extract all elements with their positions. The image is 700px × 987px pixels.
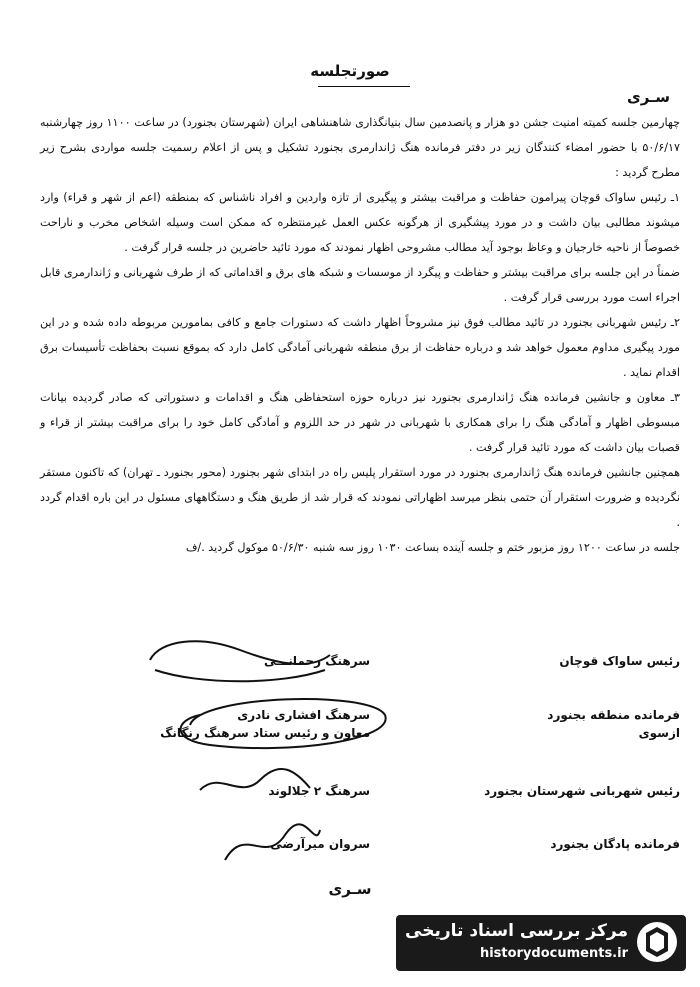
paragraph-item-3: ۳ـ معاون و جانشین فرمانده هنگ ژاندارمری بجنورد نیز درباره حوزه استحفاظی هنگ و اقدامات و دستوراتی که صادر گردیده بیانات مبسوطی اظهار و آمادگی هنگ را برای همکاری با شهربانی در شهر در حد اللزوم و آمادگی کامل خود را برای مراقبت بیشتر از قراء و قصبات بیان داشت که مورد تائید قرار گرفت .: [40, 391, 680, 454]
archive-logo-icon: [634, 919, 680, 965]
signature-row-region-command: [40, 706, 680, 746]
title-underline: [318, 86, 410, 87]
watermark-title: مرکز بررسی اسناد تاریخی: [405, 921, 628, 941]
paragraph-item-1: ۱ـ رئیس ساواک قوچان پیرامون حفاظت و مراقبت بیشتر و پیگیری از تازه واردین و افراد ناشناس که بمنطقه (اعم از شهر و قراء) وارد میشوند مطالبی بیان داشت و در مورد پیشگیری از هرگونه عکس العمل غیرمنتظره که ممکن است وسیله اشخاص مخرب و ناراحت خصوصاً از ناحیه خارجیان و وعاظ بوجود آید مطالب مشروحی اظهار نمودند که مورد تائید حاضرین در جلسه قرار گرفت .: [40, 191, 680, 254]
document-body: [40, 110, 680, 560]
paragraph-closing: جلسه در ساعت ۱۲۰۰ روز مزبور ختم و جلسه آینده بساعت ۱۰۳۰ روز سه شنبه ۵۰/۶/۳۰ موکول گردید ./ف: [185, 541, 680, 554]
signature-name-line: سرهنگ افشاری نادری: [237, 708, 370, 722]
paragraph-item-2: ۲ـ رئیس شهربانی بجنورد در تائید مطالب فوق نیز مشروحاً اظهار داشت که دستورات جامع و کافی بمامورین مربوطه داده شده و در این مورد پیگیری مداوم معمول خواهد شد و درباره حفاظت از برق منطقه شهربانی آمادگی کامل دارد که بموقع نسبت بحفاظت تأسیسات برق اقدام نماید .: [40, 316, 680, 379]
signature-row-garrison: [40, 835, 680, 875]
signature-role: رئیس ساواک قوچان: [559, 654, 680, 668]
paragraph-intro: چهارمین جلسه کمیته امنیت جشن دو هزار و پانصدمین سال بنیانگذاری شاهنشاهی ایران (شهرستان بجنورد) در ساعت ۱۱۰۰ روز چهارشنبه ۵۰/۶/۱۷ با حضور امضاء کنندگان زیر در دفتر فرمانده هنگ ژاندارمری بجنورد تشکیل و پس از اعلام رسمیت جلسه مواردی بشرح زیر مطرح گردید :: [40, 116, 680, 179]
signature-row-police: [40, 782, 680, 822]
document-title: صورتجلسه: [310, 62, 390, 80]
signature-name: سرهنگ رحمانـــی: [263, 654, 370, 668]
paragraph-item-1-note: ضمناً در این جلسه برای مراقبت بیشتر و حفاظت و پیگرد از موسسات و شبکه های برق و اقداماتی که از طرف شهربانی و ژاندارمری قابل اجراء است مورد بررسی قرار گرفت .: [40, 266, 680, 304]
signature-role: فرمانده پادگان بجنورد: [550, 837, 680, 851]
signature-role: رئیس شهربانی شهرستان بجنورد: [484, 784, 680, 798]
signature-name: [140, 706, 370, 742]
signature-name-line-2: معاون و رئیس ستاد سرهنگ رنگانگ: [160, 726, 370, 740]
signature-role-line: فرمانده منطقه بجنورد: [547, 708, 680, 722]
classification-mark-bottom: سـری: [328, 880, 372, 898]
classification-mark-top: سـری: [627, 88, 670, 106]
signature-role-suffix: ازسوی: [638, 726, 680, 740]
archive-watermark: [396, 915, 686, 971]
paragraph-item-3-followup: همچنین جانشین فرمانده هنگ ژاندارمری بجنورد در مورد استقرار پلیس راه در ابتدای شهر بجنورد (محور بجنورد ـ تهران) که تاکنون مستقر نگردیده و ضرورت استقرار آن حتمی بنظر میرسد اظهاراتی نمودند که قرار شد از طریق هنگ و دستگاههای مسئول در این باره اقدام گردد .: [40, 466, 680, 529]
signature-name: سروان میرآرضی: [270, 837, 370, 851]
watermark-url: historydocuments.ir: [479, 946, 628, 961]
signature-name: سرهنگ ۲ جلالوند: [268, 784, 370, 798]
signature-role: [420, 706, 680, 742]
signature-row-savak: [40, 652, 680, 692]
